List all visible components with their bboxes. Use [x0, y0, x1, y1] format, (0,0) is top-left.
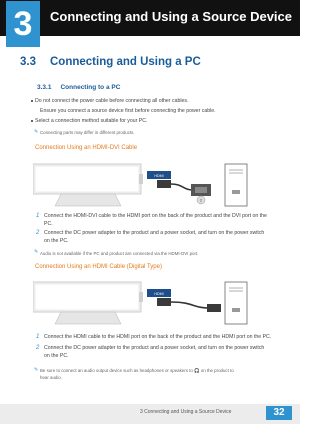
- page-number: 32: [266, 406, 292, 420]
- note-text-part: Be sure to connect an audio output device such as headphones or speakers to: [40, 368, 193, 373]
- note-icon: ✎: [34, 129, 39, 135]
- note-text: [40, 368, 234, 374]
- step-text-continued: PC.: [44, 221, 53, 227]
- hdmi-cable-illustration: [157, 180, 211, 204]
- step-text: Connect the DC power adapter to the product and a power socket, and turn on the power switch: [44, 230, 265, 236]
- svg-text:2: 2: [199, 197, 203, 203]
- bullet-continuation: Ensure you connect a source device first before connecting the power cable.: [40, 108, 216, 114]
- bullet-item: Do not connect the power cable before connecting all other cables.: [35, 98, 189, 104]
- monitor-illustration: [33, 282, 143, 324]
- hdmi-cable-illustration: [157, 298, 221, 312]
- step-text-continued: on the PC.: [44, 353, 69, 359]
- step-text: Connect the HDMI-DVI cable to the HDMI port on the back of the product and the DVI port on the: [44, 213, 267, 219]
- step-text: Connect the HDMI cable to the HDMI port on the back of the product and the HDMI port on the PC.: [44, 334, 272, 340]
- monitor-illustration: [33, 164, 143, 206]
- note-icon: ✎: [34, 367, 39, 373]
- note-text-part: on the product to: [200, 368, 234, 373]
- chapter-title: Connecting and Using a Source Device: [50, 9, 292, 24]
- note-text: Audio is not available if the PC and product are connected via the HDMI-DVI port.: [40, 251, 199, 256]
- subsection-heading: [37, 84, 120, 91]
- subsection-number: 3.3.1: [37, 84, 52, 91]
- step-number: 2: [36, 230, 40, 236]
- step-number: 2: [36, 345, 40, 351]
- chapter-number: 3: [6, 1, 40, 47]
- note-text: Connecting parts may differ in different products.: [40, 130, 135, 135]
- pc-tower-illustration: [225, 164, 247, 206]
- section-title: Connecting and Using a PC: [50, 56, 201, 68]
- port-label: HDMI: [154, 292, 164, 296]
- section-number: 3.3: [20, 56, 36, 68]
- subheading-hdmi-dvi: Connection Using an HDMI-DVI Cable: [35, 145, 138, 151]
- step-number: 1: [36, 334, 40, 340]
- headphone-icon: 🎧: [194, 368, 200, 373]
- note-icon: ✎: [34, 249, 39, 255]
- bullet-item: Select a connection method suitable for your PC.: [35, 118, 148, 124]
- subheading-hdmi: Connection Using an HDMI Cable (Digital Type): [35, 264, 162, 270]
- subsection-title: Connecting to a PC: [60, 84, 121, 91]
- step-text: Connect the DC power adapter to the product and a power socket, and turn on the power switch: [44, 345, 265, 351]
- note-text-continued: hear audio.: [40, 375, 62, 380]
- hdmi-diagram: [33, 278, 267, 328]
- port-label: HDMI: [154, 174, 164, 178]
- section-heading: [20, 56, 201, 68]
- pc-tower-illustration: [225, 282, 247, 324]
- hdmi-dvi-diagram: [33, 160, 267, 210]
- step-text-continued: on the PC.: [44, 238, 69, 244]
- footer-chapter-text: 3 Connecting and Using a Source Device: [140, 409, 232, 415]
- step-number: 1: [36, 213, 40, 219]
